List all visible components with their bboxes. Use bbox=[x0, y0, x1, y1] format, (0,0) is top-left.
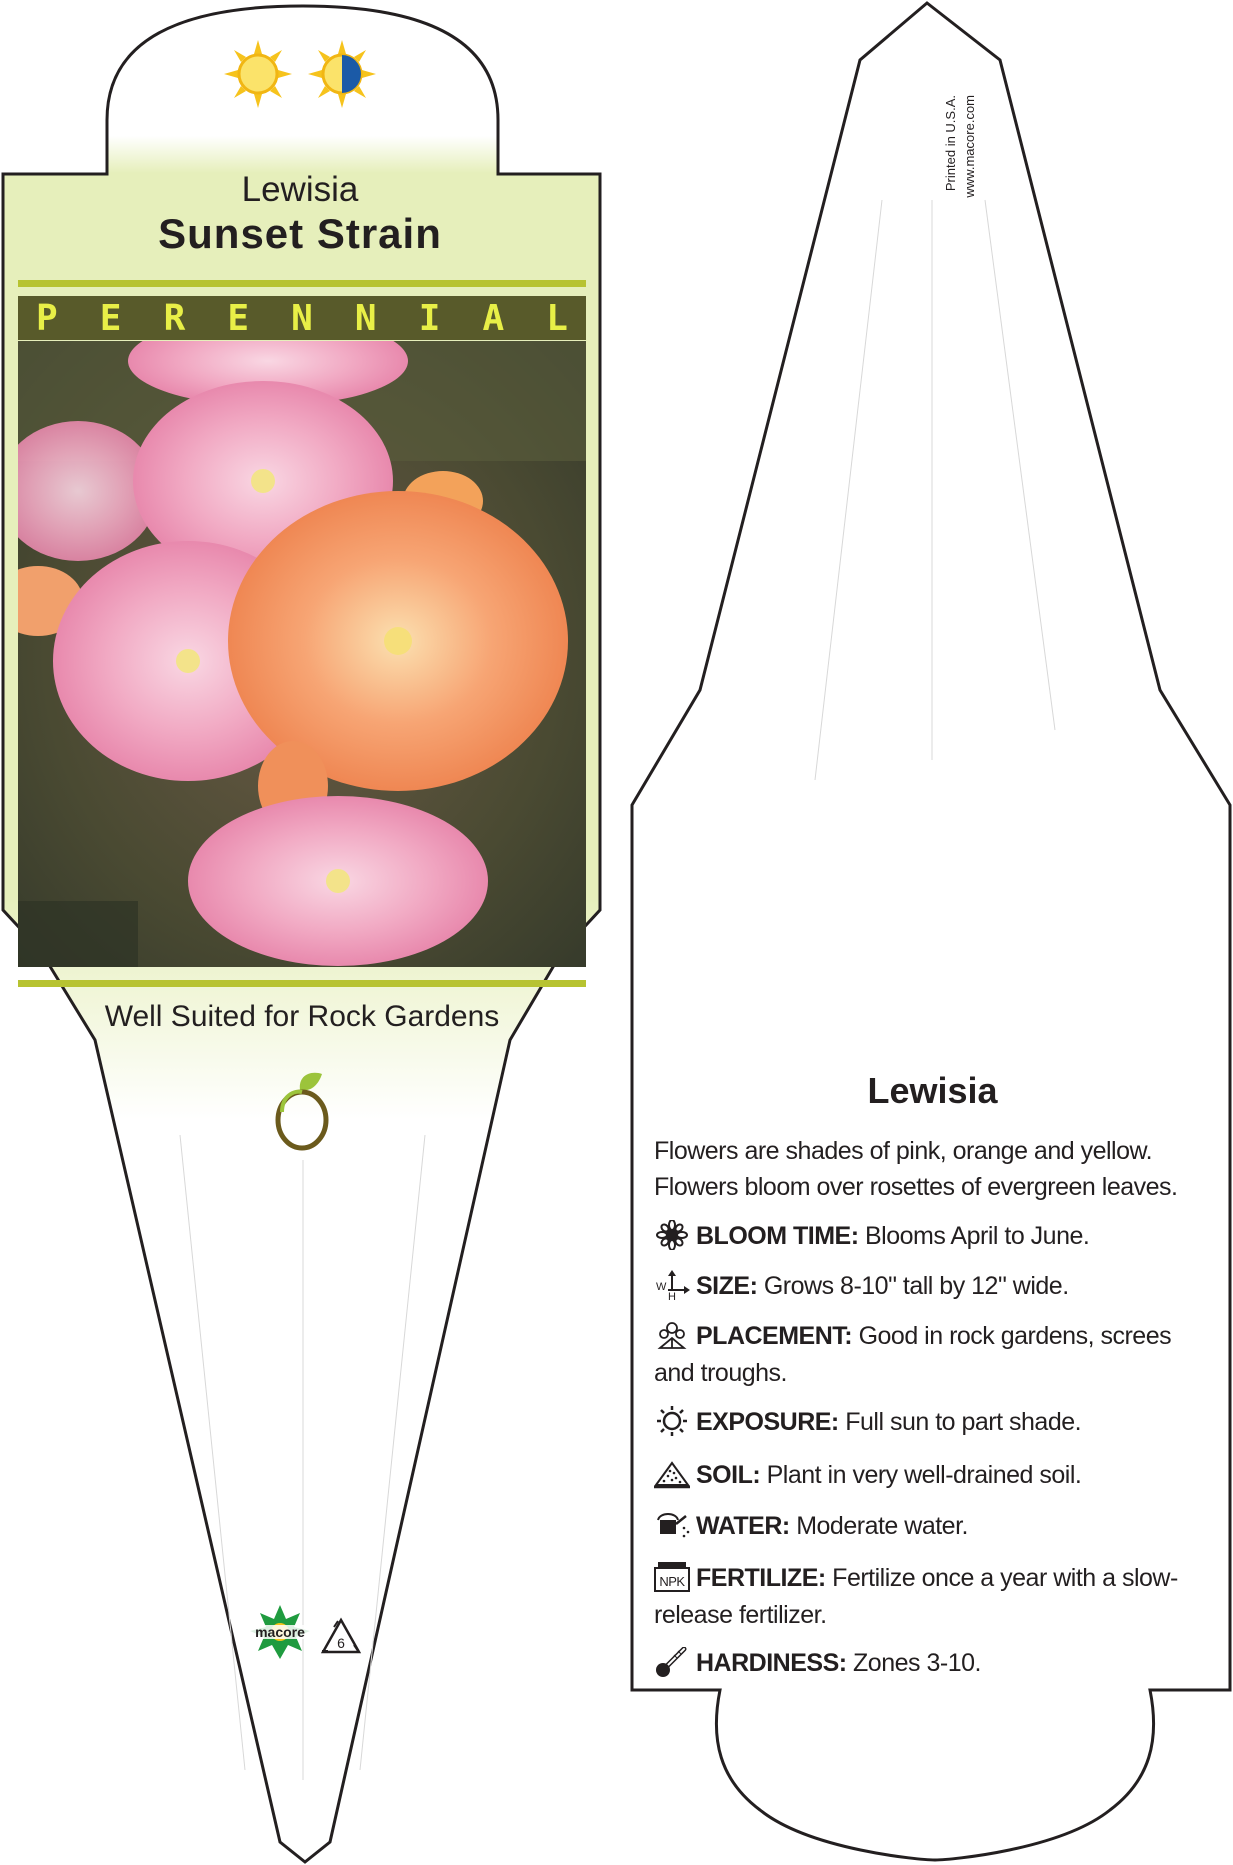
care-label: BLOOM TIME: bbox=[696, 1222, 859, 1250]
care-label: FERTILIZE: bbox=[696, 1564, 826, 1592]
category-letter: P bbox=[36, 297, 58, 339]
care-text: Blooms April to June. bbox=[864, 1222, 1090, 1250]
care-text: Full sun to part shade. bbox=[845, 1408, 1082, 1436]
category-letter: A bbox=[482, 297, 505, 339]
recycle-icon bbox=[320, 1617, 362, 1657]
category-letter: L bbox=[546, 297, 568, 339]
placement-icon bbox=[654, 1320, 690, 1350]
care-exposure bbox=[654, 1404, 1214, 1441]
flower-icon bbox=[654, 1220, 690, 1250]
care-text: Fertilize once a year with a slow-release fertilizer. bbox=[654, 1564, 1178, 1629]
printed-line-1: Printed in U.S.A. bbox=[943, 95, 958, 192]
printed-line-2: www.macore.com bbox=[962, 95, 977, 198]
macore-logo bbox=[244, 1605, 316, 1665]
care-water bbox=[654, 1508, 1214, 1545]
category-letter: R bbox=[163, 297, 186, 339]
printed-in bbox=[942, 95, 978, 235]
back-title: Lewisia bbox=[867, 1070, 998, 1111]
care-text: Grows 8-10" tall by 12" wide. bbox=[763, 1272, 1069, 1300]
care-text: Good in rock gardens, screes and troughs. bbox=[654, 1322, 1172, 1387]
sprout-icon bbox=[270, 1068, 334, 1152]
care-text: Plant in very well-drained soil. bbox=[766, 1461, 1082, 1489]
description: Flowers are shades of pink, orange and yellow. Flowers bloom over rosettes of evergreen leaves. bbox=[654, 1137, 1178, 1201]
care-label: EXPOSURE: bbox=[696, 1408, 839, 1436]
full-sun-icon bbox=[222, 38, 294, 110]
care-label: SOIL: bbox=[696, 1461, 761, 1489]
brand-name: macore bbox=[255, 1624, 305, 1640]
care-size bbox=[654, 1268, 1214, 1305]
footer-rule bbox=[18, 980, 586, 987]
part-shade-icon bbox=[306, 38, 378, 110]
recycle-code: 6 bbox=[337, 1635, 345, 1651]
sun-outline-icon bbox=[654, 1406, 690, 1436]
care-soil bbox=[654, 1457, 1214, 1494]
size-h-label: H bbox=[668, 1291, 676, 1300]
thermometer-icon bbox=[654, 1647, 690, 1677]
care-placement bbox=[654, 1318, 1214, 1392]
care-label: HARDINESS: bbox=[696, 1649, 847, 1677]
cultivar-name: Sunset Strain bbox=[158, 210, 442, 257]
care-label: PLACEMENT: bbox=[696, 1322, 853, 1350]
flower-photo bbox=[18, 341, 586, 967]
header-rule bbox=[18, 280, 586, 287]
care-label: SIZE: bbox=[696, 1272, 758, 1300]
category-letter: N bbox=[291, 297, 313, 339]
category-letter: I bbox=[418, 297, 441, 339]
category-letter: E bbox=[227, 297, 250, 339]
genus-name: Lewisia bbox=[241, 170, 359, 209]
care-hardiness bbox=[654, 1645, 1214, 1682]
npk-text: NPK bbox=[659, 1574, 685, 1589]
size-icon bbox=[654, 1270, 690, 1300]
size-w-label: W bbox=[656, 1281, 666, 1293]
soil-icon bbox=[654, 1459, 690, 1489]
care-bloom-time bbox=[654, 1218, 1214, 1255]
npk-icon bbox=[654, 1562, 690, 1592]
care-label: WATER: bbox=[696, 1512, 790, 1540]
watering-can-icon bbox=[654, 1510, 690, 1540]
care-text: Moderate water. bbox=[796, 1512, 968, 1540]
category-letter: E bbox=[99, 297, 122, 339]
category-letter: N bbox=[354, 297, 377, 339]
care-fertilize bbox=[654, 1560, 1214, 1634]
category-band bbox=[18, 296, 586, 340]
care-text: Zones 3-10. bbox=[853, 1649, 981, 1677]
tagline: Well Suited for Rock Gardens bbox=[104, 1000, 500, 1033]
